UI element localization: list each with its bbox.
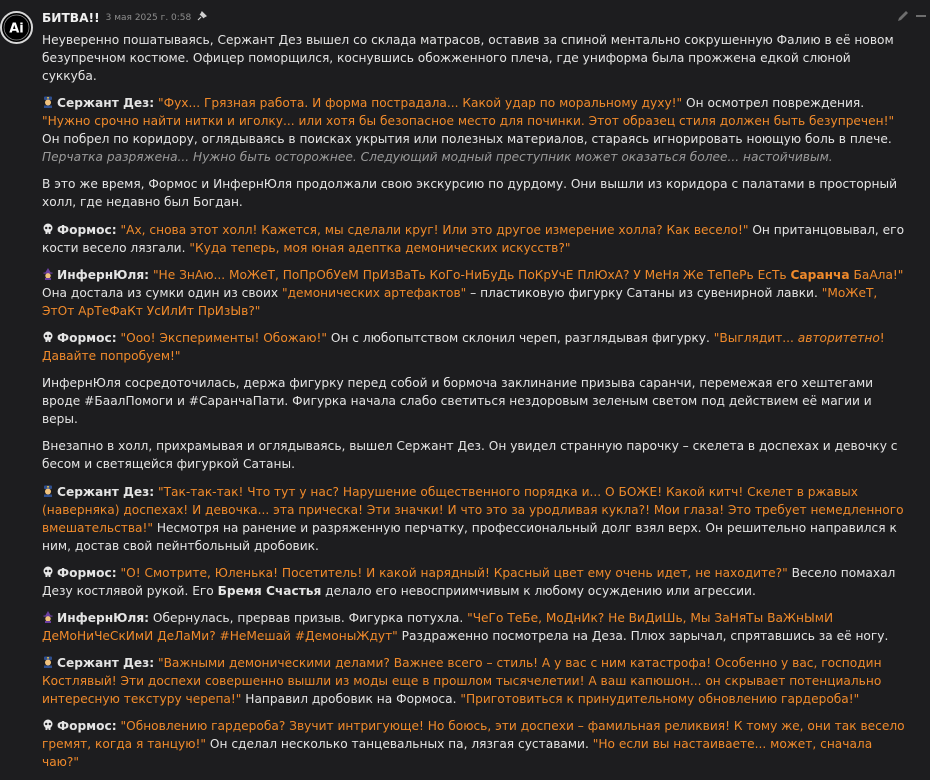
police-officer-emoji-icon (42, 96, 57, 110)
police-officer-emoji-icon (42, 656, 57, 670)
message-paragraph (42, 221, 908, 257)
narration-text: Он пританцовывал, его кости весело лязгали. (42, 222, 905, 255)
edit-icon[interactable] (896, 9, 910, 23)
message-header (42, 9, 930, 27)
inner-thought-text: Перчатка разряжена... Нужно быть осторожнее. Следующий модный преступник может оказаться более... настойчивым. (42, 150, 833, 165)
timestamp[interactable]: 3 мая 2025 г. 0:58 (105, 13, 192, 23)
narration-text: Он побрел по коридору, оглядываясь в поисках укрытия или полезных материалов, стараясь игнорировать ноющую боль в плече. (42, 132, 892, 147)
svg-text:Ai: Ai (9, 21, 24, 37)
dialogue-quote: "ЧеГо ТеБе, МоДнИк? Не ВиДиШь, Мы ЗаНяТы ВаЖнЫмИ ДеМоНиЧеСкИмИ ДеЛаМи? #НеМешай #ДемоныЖдут" (42, 610, 834, 643)
witch-emoji-icon (42, 268, 57, 282)
avatar[interactable] (0, 11, 33, 44)
narration-text: Несмотря на ранение и разряженную перчатку, профессиональный долг взял верх. Он решительно направился к ним, достав свой пейнтбольный дробовик. (42, 520, 897, 553)
narration-text: Неуверенно пошатываясь, Сержант Дез вышел со склада матрасов, оставив за спиной ментально сокрушенную Фалию в её новом безупречном костюме. Офицер поморщился, коснувшись обожженного плеча, где униформа была прожжена едкой слюной суккуба. (42, 33, 894, 83)
dialogue-quote: "О! Смотрите, Юленька! Посетитель! И какой нарядный! Красный цвет ему очень идет, не находите?" (120, 565, 788, 580)
dialogue-quote: "Но если вы настаиваете... может, сначала чаю?" (42, 737, 873, 770)
narration-text: Она достала из сумки один из своих (42, 285, 282, 300)
message-actions (896, 9, 928, 23)
narration-text: В это же время, Формос и ИнфернЮля продолжали свою экскурсию по дурдому. Они вышли из коридора с палатами в просторный холл, где недавно был Богдан. (42, 177, 897, 210)
message-paragraph (42, 329, 908, 365)
speaker-name: ИнфернЮля: (57, 610, 150, 625)
message-paragraph (42, 31, 908, 85)
witch-emoji-icon (42, 611, 57, 625)
dialogue-quote: "демонических артефактов" (282, 285, 467, 300)
dialogue-quote: "Так-так-так! Что тут у нас? Нарушение общественного порядка и... О БОЖЕ! Какой китч! Скелет в ржавых (наверняка) доспехах! И девочка... эта прическа! Эти значки! И что это за уродливая кукла?! Мои глаза! Это требует немедленного вмешательства!" (42, 484, 904, 535)
speaker-name: Формос: (57, 565, 117, 580)
narration-text: Внезапно в холл, прихрамывая и оглядываясь, вышел Сержант Дез. Он увидел странную парочку – скелета в доспехах и девочку с бесом и светящейся фигуркой Сатаны. (42, 439, 898, 472)
skull-emoji-icon (42, 719, 57, 733)
bold-term: Бремя Счастья (217, 583, 322, 598)
message-paragraph (42, 94, 908, 166)
dialogue-quote: "Не ЗнАю... МоЖеТ, ПоПрОбУеМ ПрИзВаТь КоГо-НиБуДь ПоКрУчЕ ПлЮхА? У МеНя Же ТеПеРь ЕсТь (152, 267, 791, 282)
dialogue-quote: "Ах, снова этот холл! Кажется, мы сделали круг! Или это другое измерение холла? Как весело!" (120, 222, 749, 237)
speaker-name: Формос: (57, 330, 117, 345)
menu-icon[interactable] (914, 9, 928, 23)
dialogue-quote: "Приготовиться к принудительному обновлению гардероба!" (460, 692, 860, 707)
narration-text: Он с любопытством склонил череп, разглядывая фигурку. (326, 330, 714, 345)
skull-emoji-icon (42, 223, 57, 237)
speaker-name: ИнфернЮля: (57, 267, 150, 282)
speaker-name: Формос: (57, 222, 117, 237)
narration-text: – пластиковую фигурку Сатаны из сувенирной лавки. (466, 285, 822, 300)
narration-text: Раздраженно посмотрела на Деза. Плюх зарычал, спрятавшись за её ногу. (397, 628, 889, 643)
message-paragraph (42, 374, 908, 428)
police-officer-emoji-icon (42, 485, 57, 499)
dialogue-quote: "МоЖеТ, ЭтОт АрТеФаКт УсИлИт ПрИзЫв?" (42, 285, 878, 318)
narration-text: Весело помахал Дезу костлявой рукой. Его (42, 565, 896, 598)
dialogue-quote: "Фух... Грязная работа. И форма пострадала... Какой удар по моральному духу!" (157, 96, 683, 111)
message-paragraph (42, 437, 908, 473)
speaker-name: Формос: (57, 719, 117, 734)
message-paragraph (42, 717, 908, 771)
dialogue-quote: "Куда теперь, моя юная адептка демонических искусств?" (189, 240, 571, 255)
dialogue-quote: ! Давайте попробуем!" (42, 330, 885, 363)
narration-text: Он сделал несколько танцевальных па, лязгая суставами. (206, 737, 593, 752)
pin-icon (196, 9, 207, 27)
dialogue-quote: "Обновлению гардероба? Звучит интригующе! Но боюсь, эти доспехи – фамильная реликвия! К тому же, они так весело гремят, когда я танцую!" (42, 719, 905, 752)
message-paragraph (42, 564, 908, 600)
speaker-name: Сержант Дез: (57, 484, 155, 499)
narration-text: делало его невосприимчивым к любому осуждению или агрессии. (321, 583, 756, 598)
dialogue-quote: "Ооо! Эксперименты! Обожаю!" (120, 330, 327, 345)
dialogue-quote: "Выглядит... (713, 330, 798, 345)
narration-text: Обернулась, прервав призыв. Фигурка потухла. (149, 610, 468, 625)
speaker-name: Сержант Дез: (57, 656, 155, 671)
narration-text: Он осмотрел повреждения. (682, 96, 865, 111)
skull-emoji-icon (42, 331, 57, 345)
narration-text: ИнфернЮля сосредоточилась, держа фигурку перед собой и бормоча заклинание призыва саранчи, перемежая его хештегами вроде #БаалПомоги и #СаранчаПати. Фигурка начала слабо светиться нездоровым зеленым светом под действием её магии и веры. (42, 376, 874, 427)
dialogue-quote: БаАла!" (849, 267, 904, 282)
message-body (42, 31, 908, 780)
speaker-name: Сержант Дез: (57, 96, 155, 111)
dialogue-quote: Саранча (790, 267, 850, 282)
skull-emoji-icon (42, 566, 57, 580)
message-paragraph (42, 609, 908, 645)
dialogue-quote: "Нужно срочно найти нитки и иголку... или хотя бы безопасное место для починки. Этот образец стиля должен быть безупречен!" (42, 114, 895, 129)
message-paragraph (42, 175, 908, 211)
message-paragraph (42, 483, 908, 555)
author-name[interactable]: БИТВА!! (42, 11, 100, 25)
emphasis-text: авторитетно (797, 330, 880, 345)
dialogue-quote: "Важными демоническими делами? Важнее всего – стиль! А у вас с ним катастрофа! Особенно у вас, господин Костлявый! Эти доспехи совершенно вышли из моды еще в прошлом тысячелетии! А ваш капюшон... он скрывает потенциально интересную текстуру черепа!" (42, 656, 882, 707)
narration-text: Направил дробовик на Формоса. (241, 692, 461, 707)
message-paragraph (42, 266, 908, 320)
message-paragraph (42, 654, 908, 708)
